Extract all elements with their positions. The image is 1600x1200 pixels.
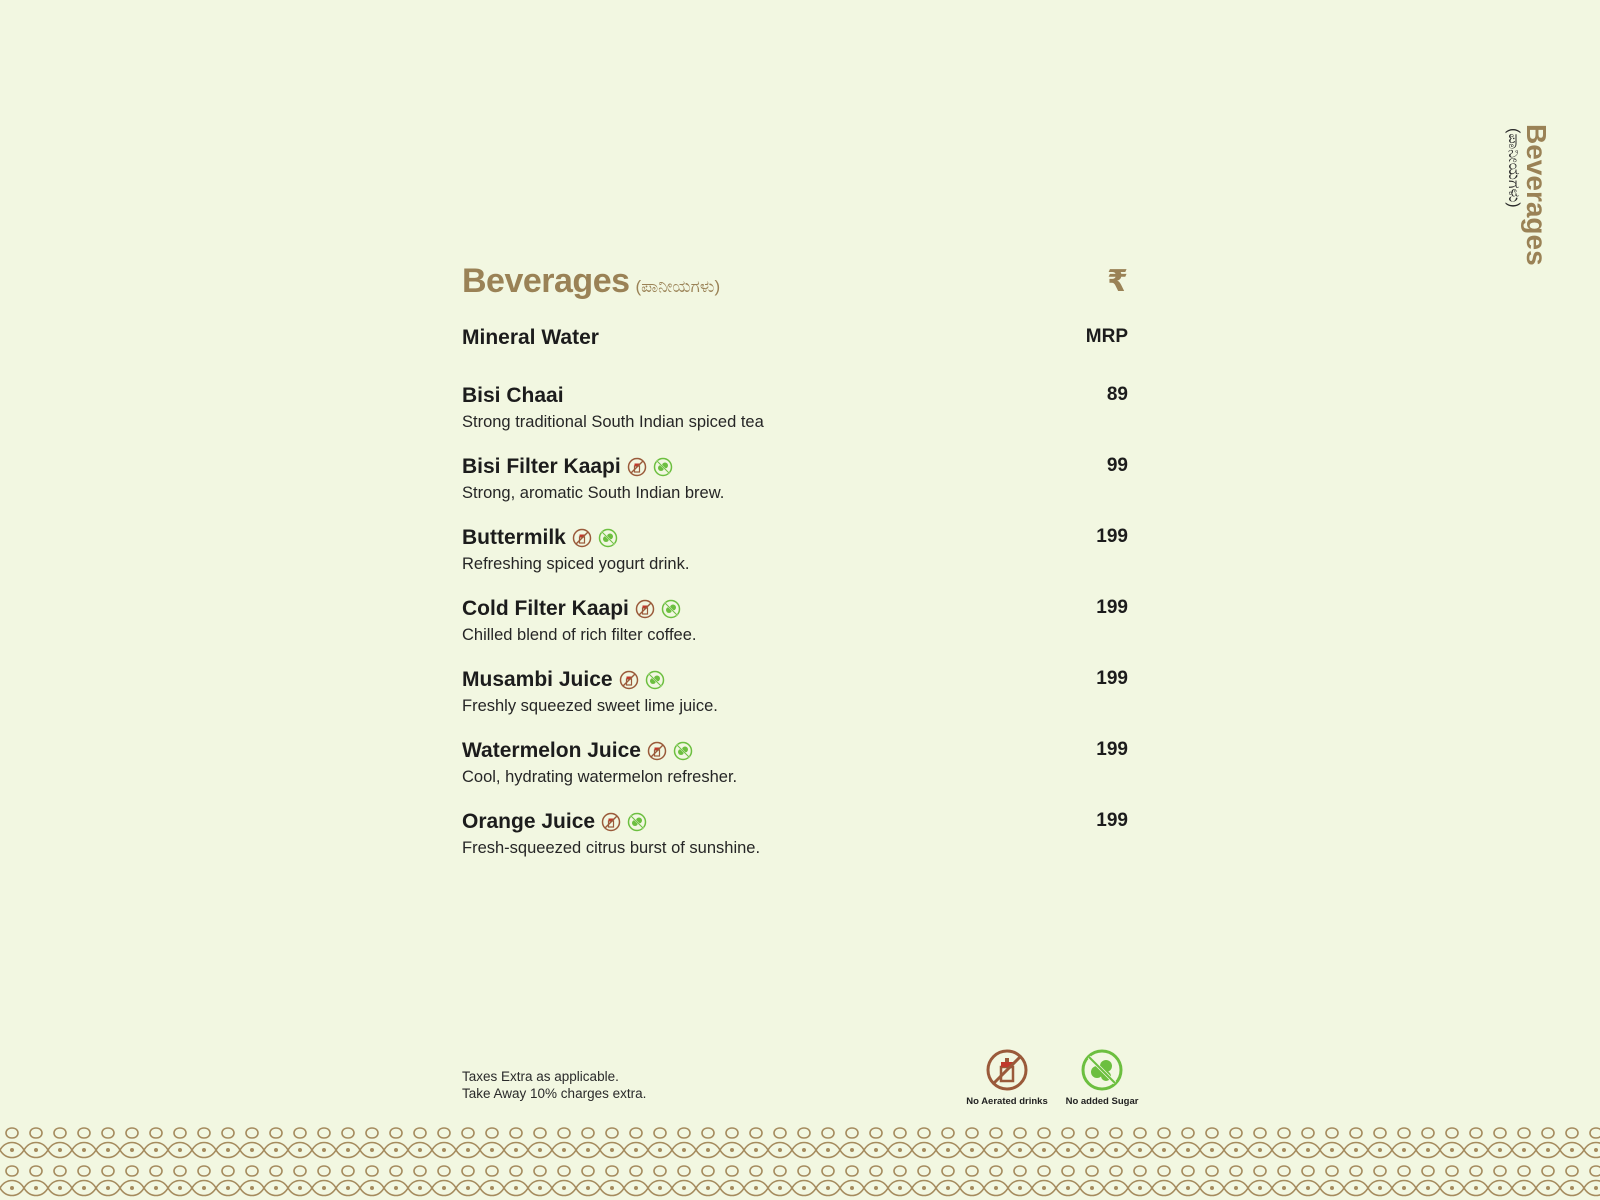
no-added-sugar-icon [653,457,673,477]
item-price: 99 [1106,455,1128,476]
side-subtitle: (ಪಾನೀಯಗಳು) [1505,128,1522,208]
menu-item [462,808,1128,879]
no-aerated-drinks-icon [627,457,647,477]
item-description: Strong traditional South Indian spiced tea [462,413,764,431]
no-aerated-drinks-icon [572,528,592,548]
item-name: Bisi Chaai [462,384,564,407]
item-price: 199 [1096,739,1128,760]
item-description: Refreshing spiced yogurt drink. [462,555,690,573]
item-description: Freshly squeezed sweet lime juice. [462,697,718,715]
footer-note [462,1068,646,1102]
menu-item [462,737,1128,808]
item-name-row [462,595,1128,623]
menu-item [462,382,1128,453]
item-name: Cold Filter Kaapi [462,597,629,620]
item-price: 199 [1096,597,1128,618]
item-description: Strong, aromatic South Indian brew. [462,484,725,502]
menu-items-list [462,324,1128,879]
item-name: Watermelon Juice [462,739,641,762]
no-added-sugar-icon [627,812,647,832]
no-aerated-drinks-icon [601,812,621,832]
item-price: 89 [1106,384,1128,405]
item-price: 199 [1096,668,1128,689]
item-price: 199 [1096,810,1128,831]
no-aerated-drinks-icon [985,1048,1029,1092]
item-description: Cool, hydrating watermelon refresher. [462,768,738,786]
no-aerated-drinks-icon [635,599,655,619]
item-name-row [462,453,1128,481]
item-name-row [462,666,1128,694]
item-name: Mineral Water [462,326,599,349]
item-description: Chilled blend of rich filter coffee. [462,626,697,644]
no-added-sugar-icon [673,741,693,761]
no-added-sugar-icon [645,670,665,690]
legend-no-sugar-label: No added Sugar [1065,1096,1139,1107]
no-aerated-drinks-icon [647,741,667,761]
item-name-row [462,808,1128,836]
item-price: MRP [1085,326,1128,347]
no-added-sugar-icon [661,599,681,619]
menu-title: Beverages [462,262,630,300]
menu-item [462,666,1128,737]
no-added-sugar-icon [1080,1048,1124,1092]
item-name-row [462,737,1128,765]
item-name: Musambi Juice [462,668,613,691]
item-name-row [462,382,1128,410]
item-name: Bisi Filter Kaapi [462,455,621,478]
menu-item [462,324,1128,382]
no-aerated-drinks-icon [619,670,639,690]
beverages-menu [462,262,1128,879]
takeaway-note: Take Away 10% charges extra. [462,1086,647,1101]
menu-title-kannada: (ಪಾನೀಯಗಳು) [635,277,721,296]
rupee-icon: ₹ [1107,265,1128,298]
item-description: Fresh-squeezed citrus burst of sunshine. [462,839,761,857]
legend-no-sugar [1052,1048,1152,1107]
legend-no-aerated [952,1048,1062,1107]
item-name: Orange Juice [462,810,596,833]
taxes-note: Taxes Extra as applicable. [462,1069,619,1084]
item-price: 199 [1096,526,1128,547]
item-name-row [462,324,1128,352]
legend-no-aerated-label: No Aerated drinks [966,1096,1048,1107]
no-added-sugar-icon [598,528,618,548]
side-title: Beverages [1521,124,1552,266]
decorative-border [0,1124,1600,1200]
menu-item [462,524,1128,595]
menu-header [462,262,1128,320]
menu-item [462,453,1128,524]
menu-item [462,595,1128,666]
item-name-row [462,524,1128,552]
item-name: Buttermilk [462,526,566,549]
